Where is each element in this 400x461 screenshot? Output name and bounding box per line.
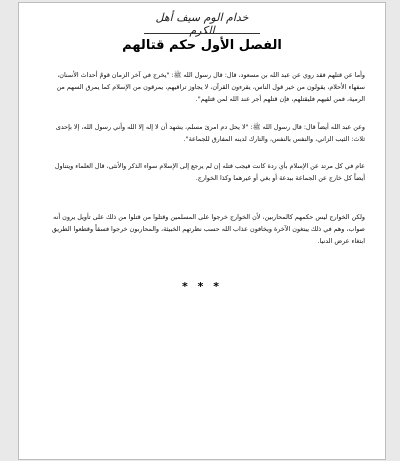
paragraph-1: وأما عن قتلهم فقد روي عن عبد الله بن مسعود، قال: قال رسول الله ﷺ: "يخرج في آخر الزمان قومٌ أحداث الأسنان، سفهاء الأحلام، يقولون من خير قول الناس، يقرءون القرآن، لا يجاوز تراقيهم، يمرقون من الإسلام كما يمرق السهم من الرمية، فمن لقيهم فليقتلهم، فإن قتلهم أجر عند الله لمن قتلهم". — [56, 71, 365, 103]
document-page — [18, 2, 386, 460]
header-rule — [144, 33, 260, 34]
paragraph-3: عام في كل مرتد عن الإسلام بأي ردة كانت فيجب قتله إن لم يرجع إلى الإسلام سواء الذكر والأنثى، قال العلماء ويتناول أيضاً كل خارج عن الجماعة ببدعة أو بغي أو غيرهما وكذا الخوارج. — [54, 162, 365, 182]
logo-text: خدام الوم سيف أهل الكرم — [155, 11, 249, 37]
header-calligraphy-logo — [144, 11, 260, 37]
paragraph-4: ولكن الخوارج ليس حكمهم كالمحاربين، لأن الخوارج خرجوا على المسلمين وقتلوا من قتلوا من ذلك على تأويل يرون أنه صواب، وهم في ذلك يبتغون الآخرة ويخافون عذاب الله حسب نظرتهم الخبيثة، والمحاربون خرجوا فسقاً وقطعوا الطريق ابتغاء عرض الدنيا. — [51, 213, 365, 245]
chapter-title: الفصل الأول حكم قتالهم — [122, 38, 282, 53]
paragraph-2: وعن عبد الله أيضاً قال: قال رسول الله ﷺ: "لا يحل دم امرئ مسلم، يشهد أن لا إله إلا الله وأني رسول الله، إلا بإحدى ثلاث: الثيب الزاني، والنفس بالنفس، والتارك لدينه المفارق للجماعة". — [55, 123, 365, 143]
section-separator: * * * — [182, 280, 222, 293]
